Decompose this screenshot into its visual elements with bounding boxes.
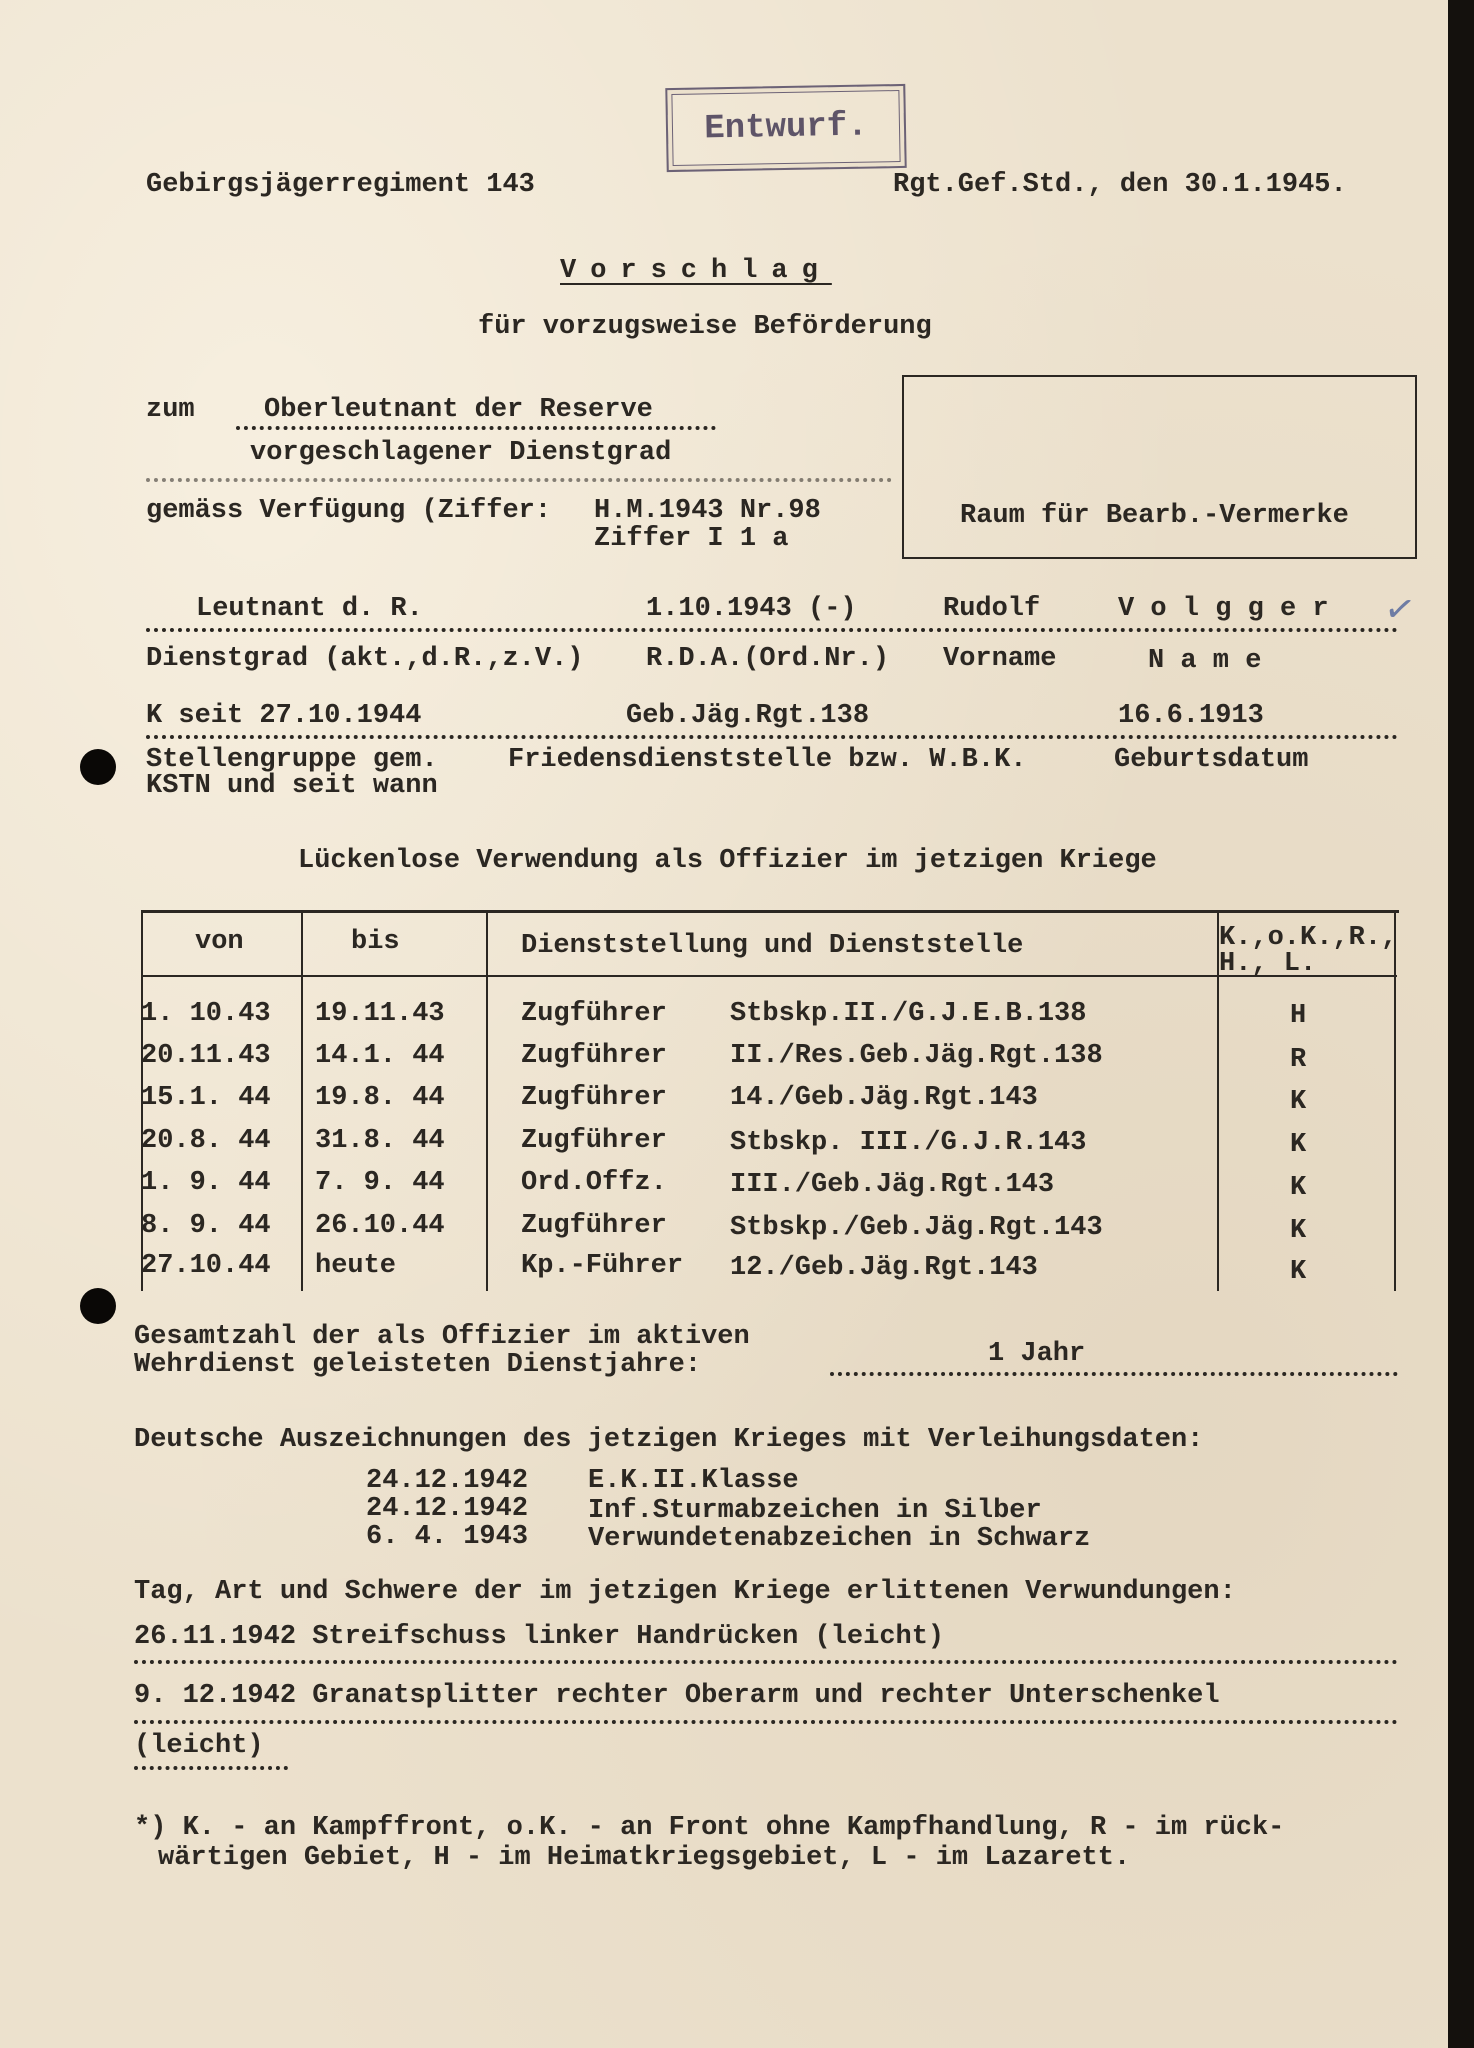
row-bis: heute xyxy=(315,1251,397,1281)
row-status: H xyxy=(1290,1001,1307,1031)
footnote-line-2: wärtigen Gebiet, H - im Heimatkriegsgebiet, L - im Lazarett. xyxy=(158,1843,1131,1873)
row-bis: 14.1. 44 xyxy=(315,1041,445,1071)
service-table xyxy=(141,910,1399,1291)
header-status-2: H., L. xyxy=(1219,949,1317,979)
last-name-caption: N a m e xyxy=(1148,646,1262,676)
order-value: H.M.1943 Nr.98 xyxy=(594,496,821,526)
award-name: E.K.II.Klasse xyxy=(588,1466,799,1496)
peace-unit: Geb.Jäg.Rgt.138 xyxy=(626,701,870,731)
punch-hole-top xyxy=(80,749,116,785)
order-value-2: Ziffer I 1 a xyxy=(594,524,789,554)
wound-line-1: 26.11.1942 Streifschuss linker Handrücken (leicht) xyxy=(134,1622,945,1652)
peace-unit-caption: Friedensdienststelle bzw. W.B.K. xyxy=(508,745,1027,775)
wound-line-2-rule xyxy=(134,1720,1398,1724)
row-bis: 31.8. 44 xyxy=(315,1126,445,1156)
remarks-box xyxy=(902,375,1417,559)
birth-date-caption: Geburtsdatum xyxy=(1114,745,1309,775)
person-line-1 xyxy=(146,628,1398,632)
award-date: 24.12.1942 xyxy=(366,1494,529,1524)
wound-line-3-rule xyxy=(134,1766,288,1770)
header-von: von xyxy=(195,927,244,957)
rda-caption: R.D.A.(Ord.Nr.) xyxy=(646,644,890,674)
row-position: Zugführer xyxy=(521,1126,667,1156)
wound-line-2: 9. 12.1942 Granatsplitter rechter Oberarm und rechter Unterschenkel xyxy=(134,1681,1220,1711)
awards-heading: Deutsche Auszeichnungen des jetzigen Krieges mit Verleihungsdaten: xyxy=(134,1425,1204,1455)
row-bis: 19.8. 44 xyxy=(315,1083,445,1113)
order-label: gemäss Verfügung (Ziffer: xyxy=(146,496,552,526)
place-date: Rgt.Gef.Std., den 30.1.1945. xyxy=(893,170,1347,200)
current-rank: Leutnant d. R. xyxy=(196,594,423,624)
row-von: 20.11.43 xyxy=(141,1041,271,1071)
row-von: 20.8. 44 xyxy=(141,1126,271,1156)
punch-hole-bottom xyxy=(80,1288,116,1324)
footnote-line-1: *) K. - an Kampffront, o.K. - an Front ohne Kampfhandlung, R - im rück- xyxy=(134,1813,1285,1843)
row-von: 1. 10.43 xyxy=(141,999,271,1029)
row-status: R xyxy=(1290,1045,1307,1075)
document-subtitle: für vorzugsweise Beförderung xyxy=(478,312,932,342)
group-caption-2: KSTN und seit wann xyxy=(146,771,438,801)
document-title: Vorschlag xyxy=(560,256,832,286)
total-service-label-2: Wehrdienst geleisteten Dienstjahre: xyxy=(134,1350,702,1380)
proposed-rank: Oberleutnant der Reserve xyxy=(264,395,653,425)
group-caption-1: Stellengruppe gem. xyxy=(146,745,438,775)
award-name: Inf.Sturmabzeichen in Silber xyxy=(588,1496,1042,1526)
row-unit: Stbskp. III./G.J.R.143 xyxy=(730,1128,1087,1158)
remarks-box-label: Raum für Bearb.-Vermerke xyxy=(960,501,1349,531)
proposed-rank-line xyxy=(236,426,716,430)
table-border-right xyxy=(1394,913,1396,1291)
total-service-label-1: Gesamtzahl der als Offizier im aktiven xyxy=(134,1322,750,1352)
row-von: 8. 9. 44 xyxy=(141,1211,271,1241)
award-date: 6. 4. 1943 xyxy=(366,1522,529,1552)
row-position: Kp.-Führer xyxy=(521,1251,684,1281)
person-line-2 xyxy=(146,735,1398,739)
header-status-1: K.,o.K.,R., xyxy=(1219,923,1398,953)
row-status: K xyxy=(1290,1173,1307,1203)
header-bis: bis xyxy=(351,927,400,957)
header-dienst: Dienststellung und Dienststelle xyxy=(521,931,1024,961)
wound-line-1-rule xyxy=(134,1660,1398,1664)
row-status: K xyxy=(1290,1130,1307,1160)
zum-label: zum xyxy=(146,395,195,425)
unit-name: Gebirgsjägerregiment 143 xyxy=(146,170,535,200)
row-status: K xyxy=(1290,1216,1307,1246)
row-unit: Stbskp./Geb.Jäg.Rgt.143 xyxy=(730,1213,1103,1243)
row-position: Zugführer xyxy=(521,1211,667,1241)
table-divider-bis xyxy=(486,913,488,1291)
total-service-line xyxy=(830,1372,1398,1376)
row-position: Zugführer xyxy=(521,999,667,1029)
row-bis: 19.11.43 xyxy=(315,999,445,1029)
rda-value: 1.10.1943 (-) xyxy=(646,594,857,624)
position-group: K seit 27.10.1944 xyxy=(146,701,422,731)
row-status: K xyxy=(1290,1257,1307,1287)
row-unit: 12./Geb.Jäg.Rgt.143 xyxy=(730,1253,1038,1283)
row-bis: 26.10.44 xyxy=(315,1211,445,1241)
row-von: 27.10.44 xyxy=(141,1251,271,1281)
service-heading: Lückenlose Verwendung als Offizier im jetzigen Kriege xyxy=(298,846,1157,876)
row-von: 1. 9. 44 xyxy=(141,1168,271,1198)
row-unit: III./Geb.Jäg.Rgt.143 xyxy=(730,1170,1055,1200)
draft-stamp: Entwurf. xyxy=(665,84,906,172)
table-divider-von xyxy=(301,913,303,1291)
row-unit: II./Res.Geb.Jäg.Rgt.138 xyxy=(730,1041,1103,1071)
row-position: Ord.Offz. xyxy=(521,1168,667,1198)
row-bis: 7. 9. 44 xyxy=(315,1168,445,1198)
row-status: K xyxy=(1290,1087,1307,1117)
wounds-heading: Tag, Art und Schwere der im jetzigen Kriege erlittenen Verwundungen: xyxy=(134,1577,1236,1607)
wound-line-3: (leicht) xyxy=(134,1731,264,1761)
rank-caption: Dienstgrad (akt.,d.R.,z.V.) xyxy=(146,644,584,674)
award-date: 24.12.1942 xyxy=(366,1466,529,1496)
row-position: Zugführer xyxy=(521,1041,667,1071)
table-header-rule xyxy=(141,975,1397,977)
first-name: Rudolf xyxy=(943,594,1041,624)
row-position: Zugführer xyxy=(521,1083,667,1113)
last-name: V o l g g e r xyxy=(1118,594,1329,624)
birth-date: 16.6.1913 xyxy=(1118,701,1264,731)
award-name: Verwundetenabzeichen in Schwarz xyxy=(588,1524,1091,1554)
row-unit: Stbskp.II./G.J.E.B.138 xyxy=(730,999,1087,1029)
check-mark-icon: ✓ xyxy=(1382,585,1416,637)
row-von: 15.1. 44 xyxy=(141,1083,271,1113)
proposal-separator xyxy=(146,478,892,482)
row-unit: 14./Geb.Jäg.Rgt.143 xyxy=(730,1083,1038,1113)
total-service-value: 1 Jahr xyxy=(988,1339,1086,1369)
proposed-rank-caption: vorgeschlagener Dienstgrad xyxy=(250,438,672,468)
first-name-caption: Vorname xyxy=(943,644,1057,674)
